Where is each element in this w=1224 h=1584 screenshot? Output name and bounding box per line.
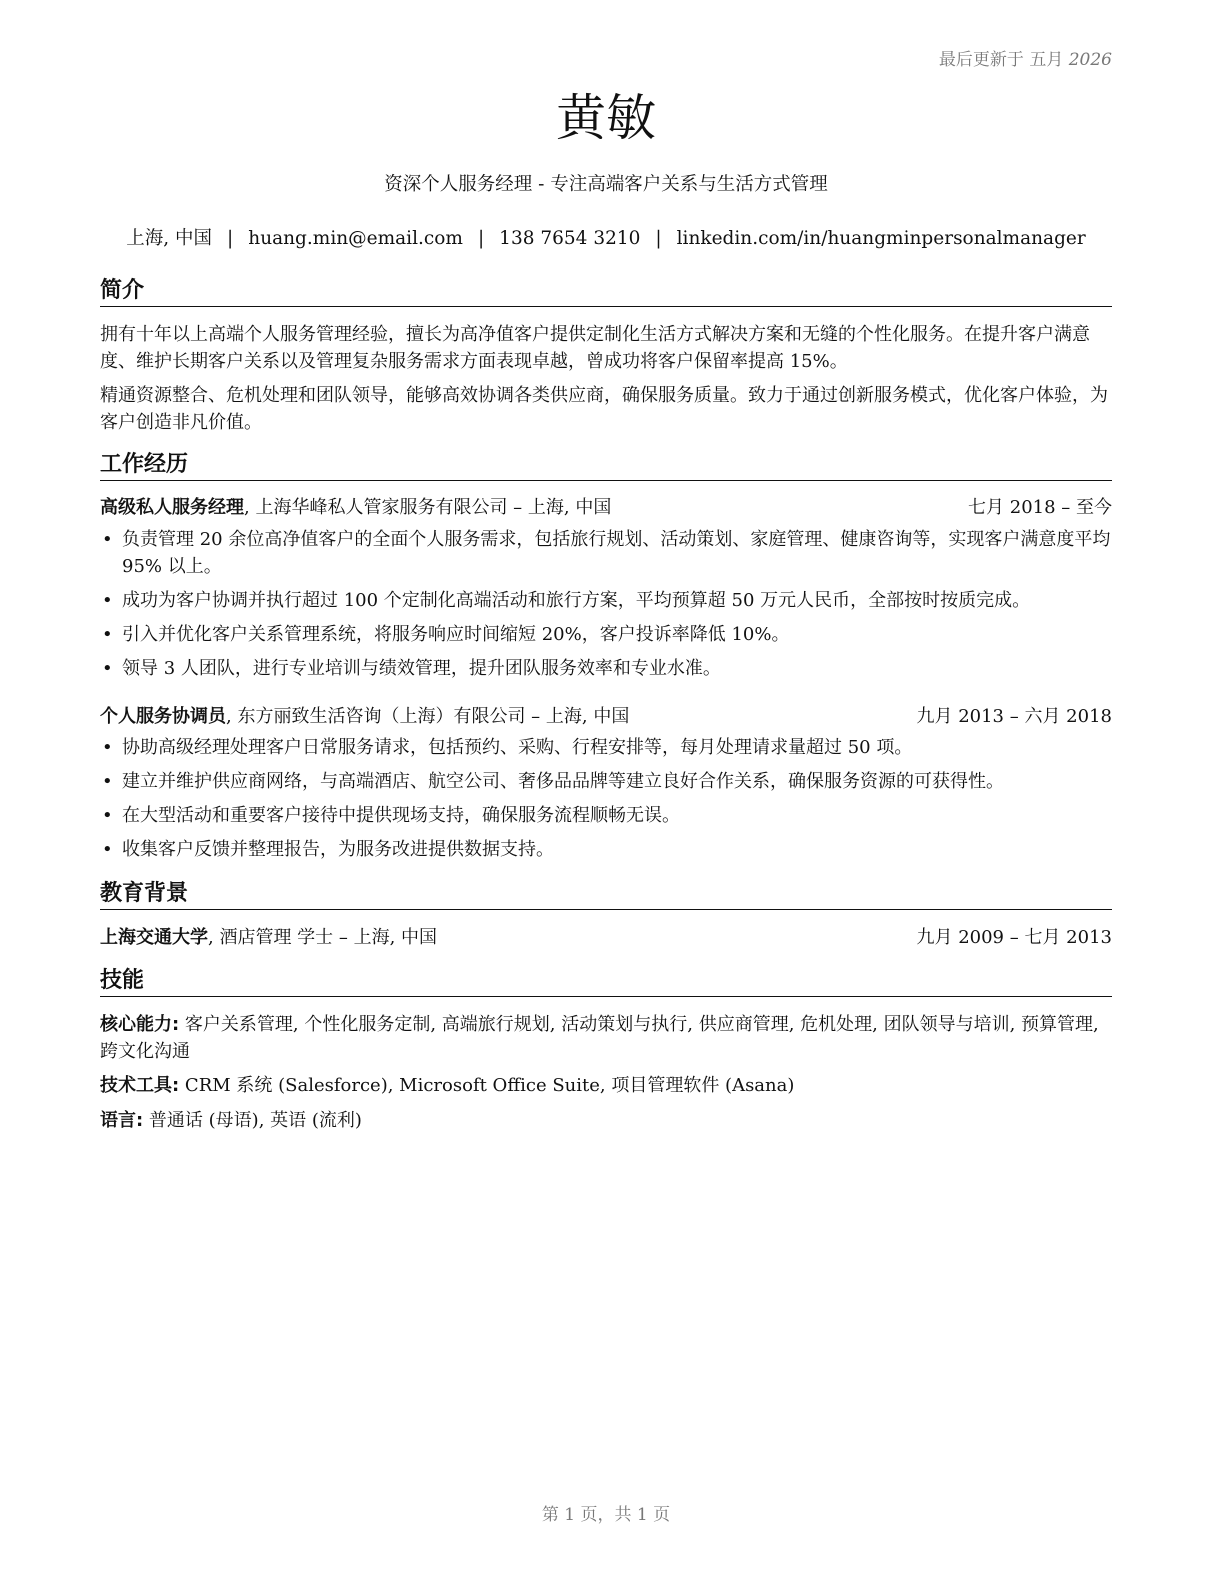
candidate-name: 黄敏 [556, 89, 656, 147]
section-title-skills: 技能 [100, 966, 1112, 997]
contact-line [100, 224, 1112, 250]
job-dates: 九月 2013 – 六月 2018 [916, 706, 1112, 727]
last-updated-year: 2026 [1068, 50, 1112, 70]
list-item [100, 587, 1112, 614]
list-item [100, 621, 1112, 648]
bullet-icon: • [102, 590, 113, 611]
last-updated [939, 45, 1112, 70]
skill-core-value: 客户关系管理, 个性化服务定制, 高端旅行规划, 活动策划与执行, 供应商管理, 危机处理, 团队领导与培训, 预算管理, 跨文化沟通 [100, 1014, 1099, 1062]
page-number: 第 1 页，共 1 页 [541, 1505, 671, 1525]
bullet-text: 建立并维护供应商网络，与高端酒店、航空公司、奢侈品品牌等建立良好合作关系，确保服务资源的可获得性。 [122, 771, 1004, 792]
list-item [100, 836, 1112, 863]
education-dates: 九月 2009 – 七月 2013 [916, 927, 1112, 948]
contact-separator: | [655, 228, 662, 249]
bullet-text: 协助高级经理处理客户日常服务请求，包括预约、采购、行程安排等，每月处理请求量超过 50 项。 [122, 737, 913, 758]
contact-separator: | [477, 228, 485, 249]
skill-tools-value: CRM 系统 (Salesforce), Microsoft Office Suite, 项目管理软件 (Asana) [179, 1075, 795, 1096]
job-bullet-list [100, 526, 1112, 689]
bullet-icon: • [102, 624, 113, 645]
bullet-icon: • [102, 737, 113, 758]
bullet-text: 成功为客户协调并执行超过 100 个定制化高端活动和旅行方案，平均预算超 50 万元人民币，全部按时按质完成。 [122, 590, 1031, 611]
education-school: 上海交通大学 [100, 927, 208, 948]
education-detail: , 酒店管理 学士 – 上海, 中国 [208, 927, 438, 948]
contact-phone[interactable]: 138 7654 3210 [499, 228, 641, 249]
skill-languages-value: 普通话 (母语), 英语 (流利) [143, 1110, 362, 1131]
bullet-icon: • [102, 658, 113, 679]
bullet-text: 领导 3 人团队，进行专业培训与绩效管理，提升团队服务效率和专业水准。 [122, 658, 721, 679]
list-item [100, 802, 1112, 829]
list-item [100, 734, 1112, 761]
contact-email-link[interactable]: huang.min@email.com [248, 228, 463, 249]
job-header [100, 495, 1112, 521]
last-updated-label: 最后更新于 五月 [938, 50, 1064, 70]
bullet-text: 引入并优化客户关系管理系统，将服务响应时间缩短 20%，客户投诉率降低 10%。 [122, 624, 790, 645]
skill-languages-label: 语言: [100, 1110, 144, 1131]
summary-paragraph: 精通资源整合、危机处理和团队领导，能够高效协调各类供应商，确保服务质量。致力于通过创新服务模式，优化客户体验，为客户创造非凡价值。 [100, 385, 1108, 433]
job-bullet-list [100, 734, 1112, 870]
resume-page [100, 0, 1112, 1584]
contact-linkedin-link[interactable]: linkedin.com/in/huangminpersonalmanager [676, 228, 1086, 249]
bullet-text: 负责管理 20 余位高净值客户的全面个人服务需求，包括旅行规划、活动策划、家庭管理、健康咨询等，实现客户满意度平均 95% 以上。 [122, 529, 1111, 577]
job-company: , 上海华峰私人管家服务有限公司 – 上海, 中国 [244, 497, 612, 518]
job-dates: 七月 2018 – 至今 [968, 497, 1112, 518]
education-entry [100, 925, 1112, 951]
section-title-education: 教育背景 [100, 879, 1112, 910]
section-title-summary: 简介 [100, 276, 1112, 307]
summary-paragraph: 拥有十年以上高端个人服务管理经验，擅长为高净值客户提供定制化生活方式解决方案和无缝的个性化服务。在提升客户满意度、维护长期客户关系以及管理复杂服务需求方面表现卓越，曾成功将客户保留率提高 15%。 [100, 324, 1090, 372]
job-role: 个人服务协调员 [100, 706, 226, 727]
bullet-text: 收集客户反馈并整理报告，为服务改进提供数据支持。 [122, 839, 554, 860]
contact-location: 上海, 中国 [126, 228, 213, 249]
job-company: , 东方丽致生活咨询（上海）有限公司 – 上海, 中国 [226, 706, 630, 727]
skill-tools-label: 技术工具: [100, 1075, 180, 1096]
skill-tools [100, 1072, 1112, 1099]
candidate-tagline: 资深个人服务经理 - 专注高端客户关系与生活方式管理 [384, 174, 828, 195]
skill-core [100, 1011, 1112, 1065]
list-item [100, 768, 1112, 795]
list-item [100, 526, 1112, 580]
bullet-icon: • [102, 805, 113, 826]
skill-languages [100, 1107, 1112, 1134]
contact-separator: | [227, 228, 234, 249]
bullet-icon: • [102, 529, 113, 550]
bullet-icon: • [102, 839, 113, 860]
section-title-experience: 工作经历 [100, 450, 1112, 481]
bullet-icon: • [102, 771, 113, 792]
skill-core-label: 核心能力: [100, 1014, 180, 1035]
list-item [100, 655, 1112, 682]
job-header [100, 704, 1112, 730]
bullet-text: 在大型活动和重要客户接待中提供现场支持，确保服务流程顺畅无误。 [122, 805, 680, 826]
job-role: 高级私人服务经理 [100, 497, 244, 518]
